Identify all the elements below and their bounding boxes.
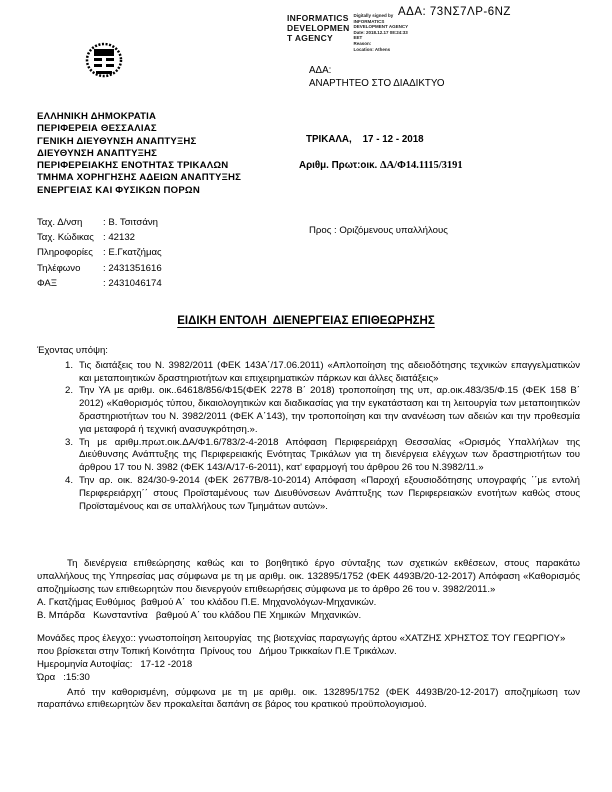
list-item [37,475,580,513]
list-item-text: Τη με αριθμ.πρωτ.οικ.ΔΑ/Φ1.6/783/2-4-2018 Απόφαση Περιφερειάρχη Θεσσαλίας «Ορισμός Υπαλλήλων της Διεύθυνσης Ανάπτυξης της Περιφερειακής Ενότητας Τρικάλων για τη διενέργεια ελέγχων των δραστηριοτήτων του άρθρου 17 του Ν. 3982 (ΦΕΚ 143/Α/17-6-2011), κατ' εφαρμογή του άρθρου 26 του Ν.3982/11.» [79,436,580,474]
list-item [37,385,580,436]
budget-note-paragraph: Από την καθορισμένη, σύμφωνα με τη με αριθμ. οικ. 132895/1752 (ΦΕΚ 4493Β/20-12-2017) αποζημίωση των παραπάνω επιθεωρητών δεν προκαλείται δαπάνη σε βάρος του κρατικού προϋπολογισμού. [37,686,580,711]
document-title: ΕΙΔΙΚΗ ΕΝΤΟΛΗ ΔΙΕΝΕΡΓΕΙΑΣ ΕΠΙΘΕΩΡΗΣΗΣ [177,315,435,327]
digital-signature-stamp [287,13,408,52]
contact-value: : 42132 [103,232,136,244]
agency-line: ΕΛΛΗΝΙΚΗ ΔΗΜΟΚΡΑΤΙΑ [37,111,157,122]
contact-label: Τηλέφωνο [37,262,81,274]
stamp-agency-name: INFORMATICS DEVELOPMEN T AGENCY [287,13,350,43]
contact-value: : Ε.Γκατζήμας [103,247,162,259]
contact-row [37,261,162,276]
protocol-label: Αριθμ. Πρωτ:οικ. [299,160,380,171]
agency-line: ΕΝΕΡΓΕΙΑΣ ΚΑΙ ΦΥΣΙΚΩΝ ΠΟΡΩΝ [37,184,200,196]
list-item-text: Την ΥΑ με αριθμ. οικ..64618/856/Φ15(ΦΕΚ 2278 Β΄ 2018) τροποποίηση της υπ, αρ.οικ.483/35/Φ.15 (ΦΕΚ 158 Β΄ 2012) «Καθορισμός τύπου, δικαιολογητικών και διαδικασίας για την εγκατάσταση και τη λειτουργία των μεταποιητικών δραστηριοτήτων του Ν. 3982/2011 (ΦΕΚ Α΄143), την τροποποίηση και την ανανέωση των αδειών και την προθεσμία για μεταφορά ή τεχνική ανασυγκρότηση.». [79,385,580,435]
list-item-text: Τις διατάξεις του Ν. 3982/2011 (ΦΕΚ 143Α΄/17.06.2011) «Απλοποίηση της αδειοδότησης τεχνικών επαγγελματικών και μεταποιητικών δραστηριοτήτων και επιχειρηματικών πάρκων και άλλες διατάξεις» [79,359,580,384]
contact-row [37,276,162,291]
greek-national-emblem-icon [82,38,126,82]
anartiteo-block [309,64,444,90]
agency-line: ΠΕΡΙΦΕΡΕΙΑΚΗΣ ΕΝΟΤΗΤΑΣ ΤΡΙΚΑΛΩΝ [37,160,229,172]
list-item-text: Την αρ. οικ. 824/30-9-2014 (ΦΕΚ 2677Β/8-10-2014) Απόφαση «Παροχή εξουσιοδότησης υπογραφής ΄΄με εντολή Περιφερειάρχη΄΄ στους Προϊσταμένους των Διευθύνσεων Ανάπτυξης των Περιφερειακών ενοτήτων καθώς στους Προϊσταμένους και σε υπαλλήλους των Τμημάτων αυτών». [79,474,580,512]
agency-line: ΠΕΡΙΦΕΡΕΙΑ ΘΕΣΣΑΛΙΑΣ [37,123,157,135]
list-item-number: 3. [64,436,73,448]
stamp-signature-details: Digitally signed by INFORMATICS DEVELOPMENT AGENCY Date: 2018.12.17 08:24:33 EET Reason: Location: Athens [353,13,409,52]
contact-label: ΦΑΞ [37,277,58,289]
anartiteo-text: ΑΝΑΡΤΗΤΕΟ ΣΤΟ ΔΙΑΔΙΚΤΥΟ [309,78,445,89]
recipient-line: Προς : Οριζόμενους υπαλλήλους [309,225,448,236]
inspector-b-line: Β. Μπάρδα Κωνσταντίνα βαθμού Α΄ του κλάδου ΠΕ Χημικών Μηχανικών. [37,609,362,621]
document-body [37,345,580,712]
agency-line: ΓΕΝΙΚΗ ΔΙΕΥΘΥΝΣΗ ΑΝΑΠΤΥΞΗΣ [37,135,197,147]
contact-row [37,245,162,260]
units-to-inspect-paragraph: Μονάδες προς έλεγχο:: γνωστοποίηση λειτουργίας της βιοτεχνίας παραγωγής άρτου «ΧΑΤΖΗΣ ΧΡΗΣΤΟΣ ΤΟΥ ΓΕΩΡΓΙΟΥ» που βρίσκεται στην Τοπική Κοινότητα Πρίνους του Δήμου Τρικκαίων Π.Ε Τρικάλων. [37,633,568,658]
protocol-number: ΔΑ/Φ14.1115/3191 [379,160,463,171]
contact-label: Ταχ. Δ/νση [37,217,83,228]
protocol-number-line [299,160,463,171]
ada-label: ΑΔΑ: [309,65,332,76]
agency-line: ΤΜΗΜΑ ΧΟΡΗΓΗΣΗΣ ΑΔΕΙΩΝ ΑΝΑΠΤΥΞΗΣ [37,172,242,184]
having-regard-label: Έχοντας υπόψη: [37,345,108,356]
contact-value: : 2431046174 [103,277,162,289]
agency-line: ΔΙΕΥΘΥΝΣΗ ΑΝΑΠΤΥΞΗΣ [37,147,158,159]
list-item-number: 4. [64,474,73,486]
inspection-time-line: Ώρα :15:30 [37,671,90,683]
city-date: ΤΡΙΚΑΛΑ, 17 - 12 - 2018 [306,134,424,145]
list-item-number: 2. [64,385,73,397]
ada-code: ΑΔΑ: 73ΝΣ7ΛΡ-6ΝΖ [398,6,511,18]
contact-row [37,230,162,245]
inspector-a-line: Α. Γκατζήμας Ευθύμιος βαθμού Α΄ του κλάδου Π.Ε. Μηχανολόγων-Μηχανικών. [37,596,377,608]
contact-label: Ταχ. Κώδικας [37,232,94,244]
contact-value: : 2431351616 [103,262,162,274]
legal-basis-list [37,360,580,514]
assignment-paragraph: Τη διενέργεια επιθεώρησης καθώς και το βοηθητικό έργο σύνταξης των σχετικών εκθέσεων, στους παρακάτω υπαλλήλους της Υπηρεσίας μας σύμφωνα με τη με αριθμ. οικ. 132895/1752 (ΦΕΚ 4493Β/20-12-2017) Απόφαση «Καθορισμός αποζημίωσης των επιθεωρητών που διενεργούν επιθεωρήσεις σύμφωνα με το άρθρο 26 του ν. 3982/2011.» [37,558,580,595]
issuing-agency-block [37,111,241,197]
contact-row [37,215,162,230]
contact-value: : Β. Τσιτσάνη [103,217,158,228]
contact-label: Πληροφορίες [37,247,93,259]
list-item [37,360,580,386]
list-item [37,437,580,475]
list-item-number: 1. [64,359,73,371]
contact-info-block [37,215,162,291]
inspection-date-line: Ημερομηνία Αυτοψίας: 17-12 -2018 [37,658,193,670]
